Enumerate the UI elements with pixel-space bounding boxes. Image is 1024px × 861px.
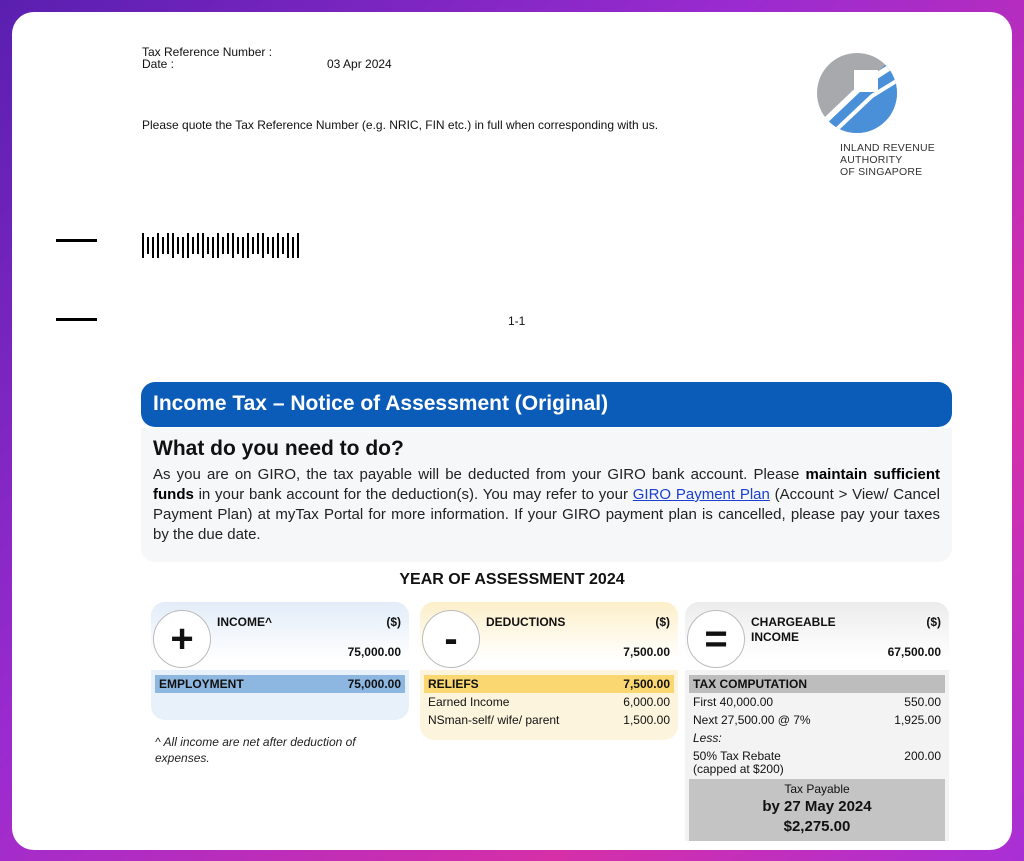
action-text: As you are on GIRO, the tax payable will be deducted from your GIRO bank account. Please maintain sufficient funds in your bank account for the deduction(s). You may refer to your GIRO Payment Plan (Account > View/ Cancel Payment Plan) at myTax Portal for more information. If your GIRO payment plan is cancelled, please pay your taxes by the due date. [153, 466, 940, 543]
tax-payable-box [689, 779, 945, 841]
income-footnote: ^ All income are net after deduction of expenses. [155, 735, 356, 765]
notice-document [12, 12, 1012, 850]
table-row: First 40,000.00 550.00 [693, 695, 941, 709]
iras-logo [815, 52, 945, 178]
tax-payable-due-date: by 27 May 2024 [762, 798, 872, 815]
tax-rebate-row: 50% Tax Rebate (capped at $200) 200.00 [693, 749, 941, 776]
notice-title-banner: Income Tax – Notice of Assessment (Original) [141, 382, 952, 427]
iras-emblem-icon [816, 52, 898, 134]
deductions-total: 7,500.00 [623, 645, 670, 659]
quote-instruction: Please quote the Tax Reference Number (e.g. NRIC, FIN etc.) in full when corresponding with us. [142, 118, 659, 132]
header-info [142, 46, 392, 70]
deductions-unit: ($) [655, 615, 670, 629]
reliefs-row: RELIEFS 7,500.00 [424, 675, 674, 693]
deductions-card [420, 602, 678, 740]
income-unit: ($) [386, 615, 401, 629]
income-employment-row: EMPLOYMENT 75,000.00 [155, 675, 405, 693]
iras-logo-text: INLAND REVENUE AUTHORITY OF SINGAPORE [840, 142, 935, 178]
tax-ref-label: Tax Reference Number : [142, 45, 273, 59]
postal-barcode [142, 233, 302, 258]
page-number: 1-1 [508, 314, 526, 328]
chargeable-total: 67,500.00 [887, 645, 941, 659]
fold-mark-top [56, 239, 97, 242]
minus-icon: - [422, 610, 480, 668]
tax-payable-label: Tax Payable [784, 782, 850, 796]
income-total: 75,000.00 [347, 645, 401, 659]
table-row: Earned Income 6,000.00 [428, 695, 670, 709]
tax-computation-row: TAX COMPUTATION [689, 675, 945, 693]
chargeable-income-card [685, 602, 949, 841]
giro-payment-plan-link[interactable]: GIRO Payment Plan [632, 486, 770, 503]
income-title: INCOME^ [217, 615, 273, 629]
equals-icon: = [687, 610, 745, 668]
fold-mark-bottom [56, 318, 97, 321]
date-value: 03 Apr 2024 [327, 57, 392, 71]
year-of-assessment: YEAR OF ASSESSMENT 2024 [399, 571, 625, 588]
action-panel [141, 428, 952, 562]
less-label: Less: [693, 731, 722, 745]
income-card [151, 602, 409, 720]
chargeable-title: CHARGEABLE INCOME [751, 615, 836, 644]
tax-payable-amount: $2,275.00 [783, 818, 851, 835]
plus-icon: + [153, 610, 211, 668]
table-row: Next 27,500.00 @ 7% 1,925.00 [693, 713, 941, 727]
action-heading: What do you need to do? [153, 437, 404, 460]
deductions-title: DEDUCTIONS [486, 615, 566, 629]
date-label: Date : [142, 57, 175, 71]
table-row: NSman-self/ wife/ parent 1,500.00 [428, 713, 670, 727]
chargeable-unit: ($) [926, 615, 941, 629]
